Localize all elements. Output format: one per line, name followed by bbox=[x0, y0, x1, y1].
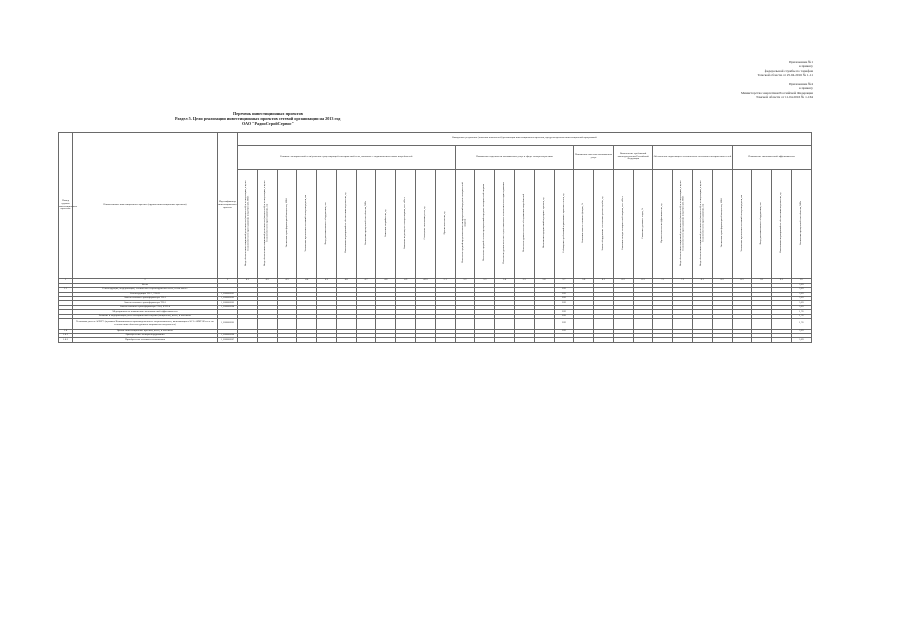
cell bbox=[416, 319, 436, 329]
group-header bbox=[574, 145, 614, 169]
row-number: 1.6.2 bbox=[59, 338, 73, 343]
group-header-label: Повышение экономической эффективности bbox=[748, 154, 795, 158]
indicator-header bbox=[732, 169, 752, 279]
group-header bbox=[455, 145, 574, 169]
cell: 1,76 bbox=[791, 314, 811, 318]
cell bbox=[238, 338, 258, 343]
indicator-header bbox=[356, 169, 376, 279]
indicator-header-label: Увеличение протяженности линий электропередачи, км bbox=[304, 194, 308, 252]
note-line: Министерства энергетики Российской Федерации bbox=[740, 90, 813, 95]
indicator-header bbox=[574, 169, 594, 279]
indicator-header-label: Снижение удельных затрат, % bbox=[640, 207, 644, 239]
indicator-header bbox=[317, 169, 337, 279]
cell bbox=[257, 338, 277, 343]
group-header bbox=[238, 145, 456, 169]
indicator-header bbox=[712, 169, 732, 279]
cell bbox=[475, 319, 495, 329]
cell bbox=[772, 338, 792, 343]
indicator-header-label: Снижение недоотпуска электроэнергии, тыс. кВт·ч bbox=[403, 196, 407, 249]
row-id: 1_0000000001 bbox=[218, 292, 238, 296]
cell bbox=[692, 338, 712, 343]
indicator-header bbox=[277, 169, 297, 279]
column-number: 4.3 bbox=[277, 279, 297, 284]
cell bbox=[277, 319, 297, 329]
indicator-header-label: Выполнение мероприятий по обеспечению надежности, ед. bbox=[779, 192, 783, 254]
row-name: Всего bbox=[73, 283, 218, 287]
row-name: Замена силового трансформатора ТП-3 bbox=[73, 301, 218, 305]
cell: 5,09 bbox=[791, 301, 811, 305]
column-number: 4.8 bbox=[376, 279, 396, 284]
indicator-header-label: Показатель уровня качества осуществляемого технологического присоединения bbox=[502, 182, 506, 264]
col-header-name bbox=[73, 133, 218, 279]
note-line: Приложение №4 bbox=[789, 82, 813, 86]
group-header-label: Выполнение требований законодательства Российской Федерации bbox=[617, 151, 649, 161]
indicator-header-label: Прочие показатели, ед. bbox=[442, 211, 446, 235]
indicator-header-label: Снижение потерь электрической энергии, тыс. кВт·ч bbox=[620, 195, 624, 250]
indicator-header bbox=[633, 169, 653, 279]
cell bbox=[594, 319, 614, 329]
col-header-number bbox=[59, 133, 78, 279]
indicator-header bbox=[534, 169, 554, 279]
cell bbox=[574, 319, 594, 329]
cell bbox=[514, 319, 534, 329]
row-number bbox=[59, 319, 73, 329]
indicator-header-label: Ввод объектов инвестиционной деятельности (мощностей) в эксплуатацию, в целях технологического присоединения, км bbox=[263, 179, 270, 266]
cell: 5,09 bbox=[791, 283, 811, 287]
indicator-header-label: Увеличение пропускной способности, МВт bbox=[363, 200, 367, 245]
cell bbox=[495, 319, 515, 329]
indicator-header-label: Ввод объектов инвестиционной деятельности (мощностей) в эксплуатацию, в целях технологического присоединения потребителей, МВА bbox=[678, 179, 685, 266]
cell bbox=[455, 338, 475, 343]
indicator-header bbox=[396, 169, 416, 279]
cell bbox=[534, 319, 554, 329]
column-number: 4.1 bbox=[238, 279, 258, 284]
indicator-header bbox=[455, 169, 475, 279]
cell bbox=[257, 319, 277, 329]
row-id: 1_0000000002 bbox=[218, 297, 238, 301]
cell: 209 bbox=[554, 329, 574, 333]
column-number: 4.9 bbox=[396, 279, 416, 284]
cell bbox=[336, 338, 356, 343]
row-number: 1.6.1 bbox=[59, 334, 73, 338]
column-number: 5.3 bbox=[475, 279, 495, 284]
group-header bbox=[653, 145, 732, 169]
cell bbox=[613, 319, 633, 329]
row-name: Приобретение электрооборудования bbox=[73, 334, 218, 338]
indicator-header bbox=[772, 169, 792, 279]
cell bbox=[574, 338, 594, 343]
document-title-block bbox=[175, 111, 340, 126]
cell bbox=[673, 338, 693, 343]
cell: 209 bbox=[554, 319, 574, 329]
note-line: к приказу bbox=[799, 86, 813, 91]
cell bbox=[356, 338, 376, 343]
column-number: 6.3 bbox=[633, 279, 653, 284]
cell bbox=[752, 319, 772, 329]
cell bbox=[772, 319, 792, 329]
indicator-header bbox=[791, 169, 811, 279]
cell bbox=[455, 319, 475, 329]
appendix-note-1 bbox=[758, 60, 813, 78]
indicator-header bbox=[653, 169, 673, 279]
cell bbox=[692, 319, 712, 329]
cell: 5,09 bbox=[791, 305, 811, 309]
cell: 209 bbox=[554, 297, 574, 301]
cell bbox=[435, 338, 455, 343]
row-name: Мероприятия по повышению экономической эффективности bbox=[73, 310, 218, 314]
cell bbox=[712, 338, 732, 343]
indicator-header bbox=[376, 169, 396, 279]
cell: 5,09 bbox=[791, 297, 811, 301]
cell bbox=[514, 338, 534, 343]
cell: 1,76 bbox=[791, 319, 811, 329]
row-id: 1_0000000004 bbox=[218, 305, 238, 309]
note-line: Томской области от 25.04.2016 № 1-11 bbox=[757, 73, 813, 78]
indicator-header bbox=[435, 169, 455, 279]
indicator-header-label: Прочие показатели эффективности, ед. bbox=[660, 203, 664, 243]
column-number: 7.2 bbox=[673, 279, 693, 284]
group-header-label: Повышение надежности оказываемых услуг в сфере электроэнергетики bbox=[476, 154, 553, 158]
group-header-label: Обеспечение надлежащего технического состояния электрических сетей bbox=[653, 154, 732, 158]
indicator-header bbox=[613, 169, 633, 279]
indicator-header-label: Снижение износа основных фондов, % bbox=[581, 202, 585, 243]
indicator-header-label: Ввод дополнительного оборудования, шт. bbox=[759, 201, 763, 245]
column-number: 9.1 bbox=[752, 279, 772, 284]
group-header bbox=[613, 145, 653, 169]
column-number: 5.1 bbox=[435, 279, 455, 284]
cell: 5,09 bbox=[791, 292, 811, 296]
column-number: 5.2 bbox=[455, 279, 475, 284]
row-number: 1.1 bbox=[59, 288, 73, 292]
col-header-id bbox=[218, 133, 238, 279]
indicator-header-label: Увеличение трансформаторной мощности, МВА bbox=[284, 198, 288, 248]
indicator-header-label: Ввод дополнительного оборудования, шт. bbox=[324, 201, 328, 245]
row-name: Прочие инвестиционные проекты, всего, в том числе bbox=[73, 329, 218, 333]
cell bbox=[297, 338, 317, 343]
col-header-id-label: Идентификатор инвестиционного проекта bbox=[218, 200, 237, 209]
row-id: 1_0000000007 bbox=[218, 338, 238, 343]
indicator-header-label: Выполнение мероприятий по обеспечению надежности, ед. bbox=[343, 192, 347, 254]
section-title: Раздел 5. Цели реализации инвестиционных проектов сетевой организации на 2013 год bbox=[175, 116, 341, 121]
group-header-label: Развитие электрической сети/усиление существующей электрической сети, связанное с подключением новых потребителей bbox=[280, 154, 413, 158]
indicator-header-label: Увеличение протяженности линий электропередачи, км bbox=[739, 194, 743, 252]
row-id: 1_0000000006 bbox=[218, 334, 238, 338]
cell bbox=[633, 338, 653, 343]
note-line: Приложение №1 bbox=[789, 60, 813, 64]
cell bbox=[673, 319, 693, 329]
column-number: 5.5 bbox=[514, 279, 534, 284]
header-row-top bbox=[59, 133, 812, 146]
cell bbox=[633, 319, 653, 329]
organization-name: ОАО "РадиоСтройСервис" bbox=[242, 121, 294, 126]
cell bbox=[752, 338, 772, 343]
indicator-header bbox=[416, 169, 436, 279]
indicator-header-label: Ввод объектов инвестиционной деятельности (мощностей) в эксплуатацию, в целях технологического присоединения потребителей, МВА bbox=[243, 179, 250, 266]
row-id: 1_0000000005 bbox=[218, 319, 238, 329]
cell bbox=[356, 319, 376, 329]
row-name: Реконструкция ТП-7, ТП-29 bbox=[73, 292, 218, 296]
column-number: 3 bbox=[218, 279, 238, 284]
indicator-header bbox=[336, 169, 356, 279]
cell bbox=[297, 319, 317, 329]
cell bbox=[317, 338, 337, 343]
cell bbox=[416, 338, 436, 343]
note-line: к приказу bbox=[799, 64, 813, 69]
indicator-header bbox=[673, 169, 693, 279]
group-header-label: Повышение качества оказываемых услуг bbox=[574, 153, 613, 160]
row-number: 1.6 bbox=[59, 329, 73, 333]
cell bbox=[317, 319, 337, 329]
indicator-header-label: Показатель средней частоты прекращений передачи электрической энергии bbox=[482, 184, 486, 262]
column-number: 6.2 bbox=[613, 279, 633, 284]
cell bbox=[732, 319, 752, 329]
appendix-note-2 bbox=[741, 82, 813, 100]
indicator-header-label: Соблюдение требований нормативных правовых актов, ед. bbox=[561, 192, 565, 253]
cell bbox=[376, 319, 396, 329]
column-number: 4.6 bbox=[336, 279, 356, 284]
cell: 209 bbox=[554, 301, 574, 305]
column-number: 8.1 bbox=[692, 279, 712, 284]
row-name: Реконструкция, модернизация, техническое перевооружение всего, в том числе: bbox=[73, 288, 218, 292]
cell bbox=[653, 319, 673, 329]
indicator-header-label: Оснащение системами учета, ед. bbox=[423, 206, 427, 240]
document-title: Перечень инвестиционных проектов bbox=[233, 111, 303, 116]
indicator-header bbox=[257, 169, 277, 279]
cell bbox=[653, 338, 673, 343]
column-number: 9.2 bbox=[772, 279, 792, 284]
indicator-header bbox=[297, 169, 317, 279]
col-header-results-label: Ожидаемые результаты (значения показателей) реализации инвестиционных проектов, предусмотренных инвестиционной программой bbox=[452, 136, 597, 140]
column-number: 1 bbox=[59, 279, 73, 284]
indicator-header bbox=[594, 169, 614, 279]
indicator-header bbox=[514, 169, 534, 279]
cell bbox=[732, 338, 752, 343]
indicator-header-label: Показатель средней продолжительности прекращений передачи электрической энергии bbox=[461, 182, 467, 264]
cell: 209 bbox=[554, 310, 574, 314]
indicator-header-label: Замена оборудования с истекшим сроком службы, ед. bbox=[601, 195, 605, 251]
indicator-header-label: Увеличение пропускной способности, МВт bbox=[798, 200, 802, 245]
group-header bbox=[732, 145, 811, 169]
cell bbox=[475, 338, 495, 343]
row-name: Замена силового трансформатора ТП-1 bbox=[73, 297, 218, 301]
column-number: 7.1 bbox=[653, 279, 673, 284]
indicator-header-label: Снижение аварийности, ед. bbox=[383, 208, 387, 237]
indicator-header bbox=[495, 169, 515, 279]
cell bbox=[376, 338, 396, 343]
row-id: 1_0000000003 bbox=[218, 301, 238, 305]
cell: 5,09 bbox=[791, 329, 811, 333]
cell bbox=[435, 319, 455, 329]
row-name: Установка учета в АСКУЭ (в рамках Колпашевского производственного энергокомплекса, включающих в 50 % АИИ ЭК и т.ч. по техническим объектам уровнем напряжения отпускается) bbox=[73, 319, 218, 329]
column-number: 8.2 bbox=[712, 279, 732, 284]
indicator-header bbox=[752, 169, 772, 279]
cell bbox=[594, 338, 614, 343]
table-row bbox=[59, 338, 812, 343]
col-header-number-label: Номер группы инвестиционных проектов bbox=[59, 198, 78, 211]
indicator-header bbox=[238, 169, 258, 279]
indicator-header-label: Ввод объектов инвестиционной деятельности (мощностей) в эксплуатацию, в целях технологического присоединения, км bbox=[698, 179, 705, 266]
column-number: 4.4 bbox=[297, 279, 317, 284]
column-number: 5.7 bbox=[554, 279, 574, 284]
column-number: 5.8 bbox=[574, 279, 594, 284]
cell bbox=[336, 319, 356, 329]
cell: 209 bbox=[554, 292, 574, 296]
cell bbox=[396, 319, 416, 329]
cell: 1,76 bbox=[791, 310, 811, 314]
indicator-header-label: Выполнение предписаний надзорных органов, ед. bbox=[541, 197, 545, 249]
row-name: Развитие и модернизация учета электрической энергии (мощности), всего, в том числе bbox=[73, 314, 218, 318]
cell bbox=[554, 338, 574, 343]
cell bbox=[613, 338, 633, 343]
note-line: Томской области от 11.04.2016 № 1-164 bbox=[755, 95, 813, 100]
column-number: 5.4 bbox=[495, 279, 515, 284]
cell bbox=[495, 338, 515, 343]
col-header-results bbox=[238, 133, 812, 146]
cell bbox=[277, 338, 297, 343]
col-header-name-label: Наименование инвестиционного проекта (группы инвестиционных проектов) bbox=[103, 203, 187, 207]
column-number: 4.5 bbox=[317, 279, 337, 284]
investment-goals-table bbox=[58, 132, 812, 343]
indicator-header-label: Показатель уровня качества обслуживания потребителей bbox=[521, 193, 525, 252]
row-name: Приобретение техники и механизмов bbox=[73, 338, 218, 343]
indicator-header bbox=[554, 169, 574, 279]
table-row bbox=[59, 319, 812, 329]
column-number: 8.3 bbox=[732, 279, 752, 284]
indicator-header bbox=[475, 169, 495, 279]
cell bbox=[396, 338, 416, 343]
indicator-header bbox=[692, 169, 712, 279]
column-number: 2 bbox=[73, 279, 218, 284]
column-number: 4.7 bbox=[356, 279, 376, 284]
cell bbox=[534, 338, 554, 343]
column-number: 5.6 bbox=[534, 279, 554, 284]
column-number: 10 bbox=[791, 279, 811, 284]
column-number: 4.2 bbox=[257, 279, 277, 284]
cell: 5,09 bbox=[791, 338, 811, 343]
cell: 209 bbox=[554, 288, 574, 292]
cell bbox=[238, 319, 258, 329]
cell bbox=[712, 319, 732, 329]
column-number: 4.10 bbox=[416, 279, 436, 284]
column-number: 6.1 bbox=[594, 279, 614, 284]
row-name: Замена силового трансформатора ТП-4, КТП-4 bbox=[73, 305, 218, 309]
indicator-header-label: Увеличение трансформаторной мощности, МВА bbox=[719, 198, 723, 248]
note-line: федеральной службы по тарифам bbox=[764, 68, 813, 73]
cell: 5,09 bbox=[791, 288, 811, 292]
cell: 209 bbox=[554, 314, 574, 318]
